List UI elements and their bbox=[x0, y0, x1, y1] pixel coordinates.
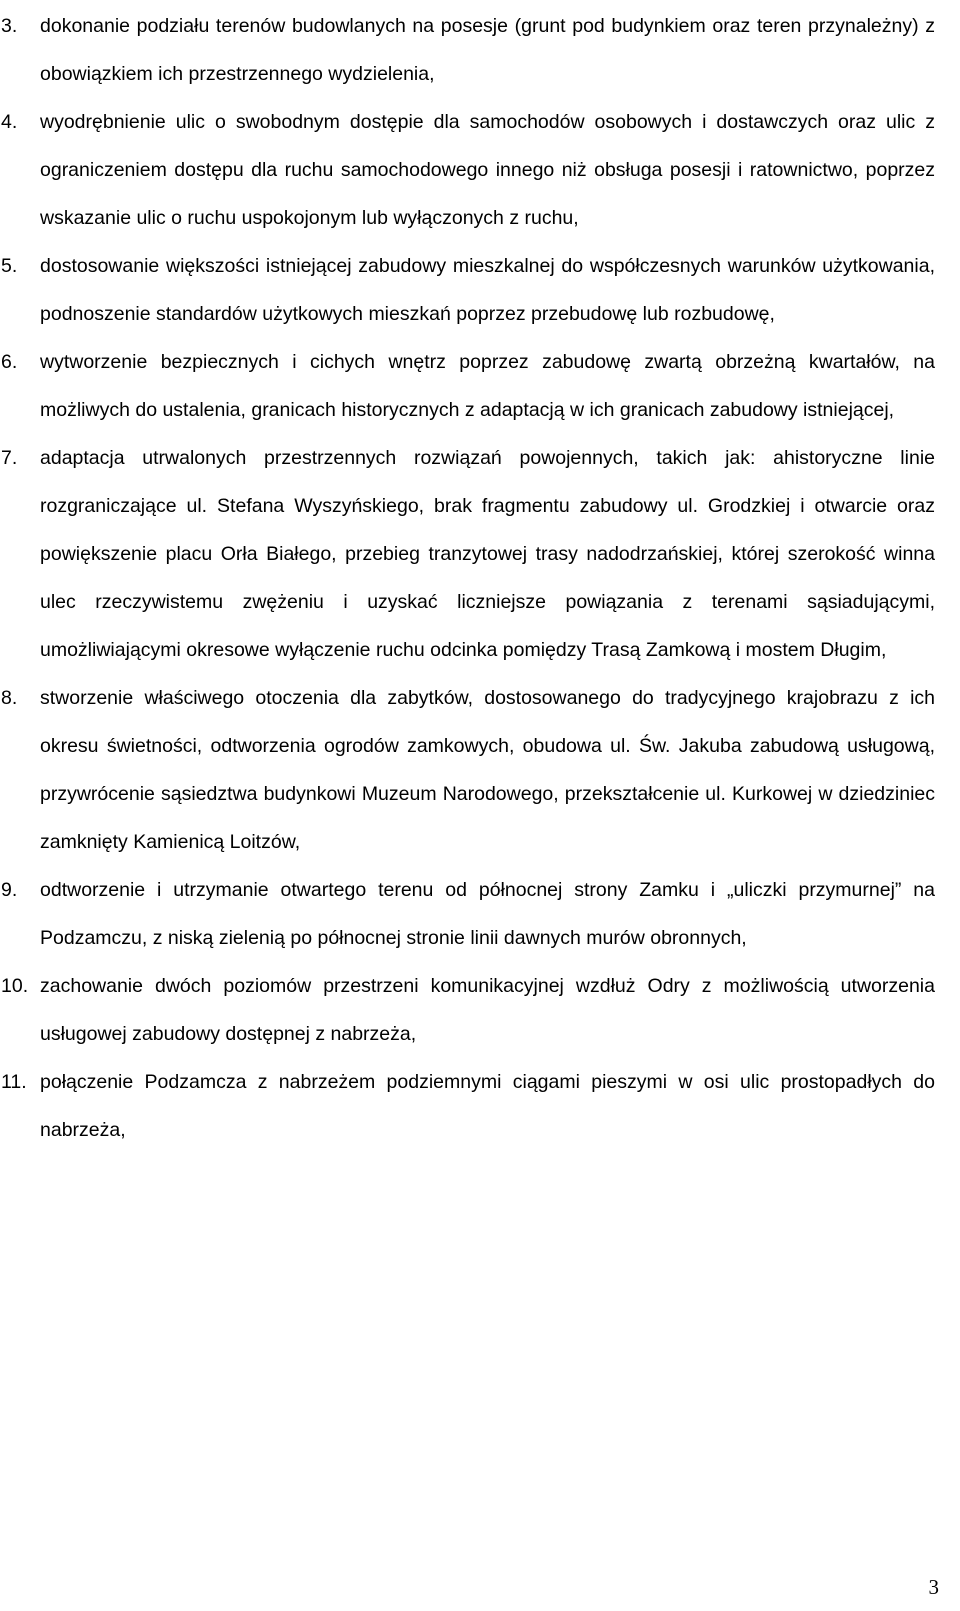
list-item bbox=[0, 1058, 935, 1154]
list-item-text: wyodrębnienie ulic o swobodnym dostępie dla samochodów osobowych i dostawczych oraz ulic z ograniczeniem dostępu dla ruchu samochodowego innego niż obsługa posesji i ratownictwo, poprzez wskazanie ulic o ruchu uspokojonym lub wyłączonych z ruchu, bbox=[40, 111, 935, 229]
list-item bbox=[0, 338, 935, 434]
list-item-number: 4. bbox=[1, 111, 18, 133]
list-item-text: adaptacja utrwalonych przestrzennych rozwiązań powojennych, takich jak: ahistoryczne linie rozgraniczające ul. Stefana Wyszyńskiego, brak fragmentu zabudowy ul. Grodzkiej i otwarcie oraz powiększenie placu Orła Białego, przebieg tranzytowej trasy nadodrzańskiej, której szerokość winna ulec rzeczywistemu zwężeniu i uzyskać liczniejsze powiązania z terenami sąsiadującymi, umożliwiającymi okresowe wyłączenie ruchu odcinka pomiędzy Trasą Zamkową i mostem Długim, bbox=[40, 447, 935, 661]
list-item-number: 8. bbox=[1, 687, 18, 709]
numbered-list bbox=[0, 2, 960, 1154]
list-item-text: zachowanie dwóch poziomów przestrzeni komunikacyjnej wzdłuż Odry z możliwością utworzenia usługowej zabudowy dostępnej z nabrzeża, bbox=[40, 975, 935, 1045]
list-item-number: 5. bbox=[1, 255, 18, 277]
list-item-number: 11. bbox=[1, 1071, 27, 1093]
list-item bbox=[0, 434, 935, 674]
list-item bbox=[0, 242, 935, 338]
list-item bbox=[0, 674, 935, 866]
list-item-number: 6. bbox=[1, 351, 18, 373]
list-item-text: połączenie Podzamcza z nabrzeżem podziemnymi ciągami pieszymi w osi ulic prostopadłych do nabrzeża, bbox=[40, 1071, 935, 1141]
list-item-text: odtworzenie i utrzymanie otwartego terenu od północnej strony Zamku i „uliczki przymurnej” na Podzamczu, z niską zielenią po północnej stronie linii dawnych murów obronnych, bbox=[40, 879, 935, 949]
list-item-text: dokonanie podziału terenów budowlanych na posesje (grunt pod budynkiem oraz teren przynależny) z obowiązkiem ich przestrzennego wydzielenia, bbox=[40, 15, 935, 85]
list-item bbox=[0, 962, 935, 1058]
list-item-number: 9. bbox=[1, 879, 18, 901]
page-number: 3 bbox=[928, 1575, 939, 1599]
list-item bbox=[0, 98, 935, 242]
list-item-text: dostosowanie większości istniejącej zabudowy mieszkalnej do współczesnych warunków użytkowania, podnoszenie standardów użytkowych mieszkań poprzez przebudowę lub rozbudowę, bbox=[40, 255, 935, 325]
list-item bbox=[0, 866, 935, 962]
list-item-number: 3. bbox=[1, 15, 18, 37]
list-item bbox=[0, 2, 935, 98]
list-item-number: 7. bbox=[1, 447, 18, 469]
list-item-number: 10. bbox=[1, 975, 29, 997]
list-item-text: wytworzenie bezpiecznych i cichych wnętrz poprzez zabudowę zwartą obrzeżną kwartałów, na możliwych do ustalenia, granicach historycznych z adaptacją w ich granicach zabudowy istniejącej, bbox=[40, 351, 935, 421]
list-item-text: stworzenie właściwego otoczenia dla zabytków, dostosowanego do tradycyjnego krajobrazu z ich okresu świetności, odtworzenia ogrodów zamkowych, obudowa ul. Św. Jakuba zabudową usługową, przywrócenie sąsiedztwa budynkowi Muzeum Narodowego, przekształcenie ul. Kurkowej w dziedziniec zamknięty Kamienicą Loitzów, bbox=[40, 687, 935, 853]
